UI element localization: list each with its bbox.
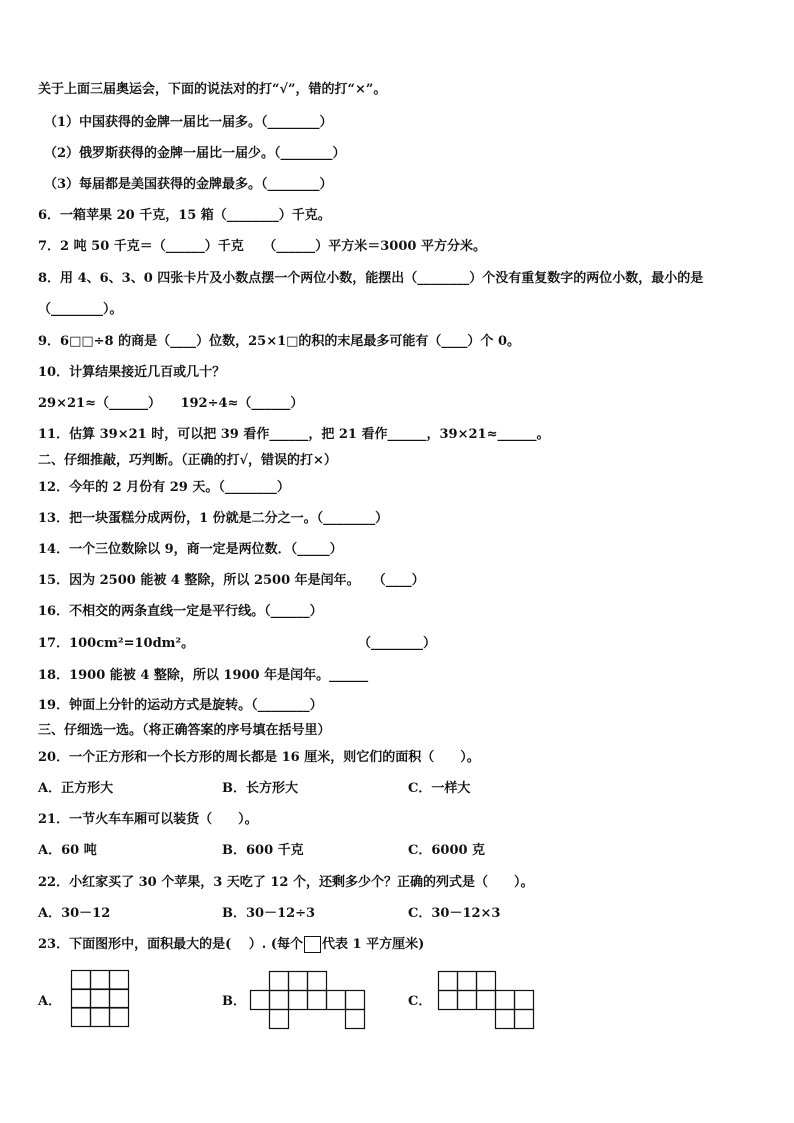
question-12: 12．今年的 2 月份有 29 天。（________）	[38, 480, 290, 495]
question-11: 11．估算 39×21 时，可以把 39 看作______，把 21 看作______，39×21≈______。	[38, 427, 550, 442]
intro-text: 关于上面三届奥运会，下面的说法对的打“√”，错的打“×”。	[38, 82, 387, 97]
question-15: 15．因为 2500 能被 4 整除，所以 2500 年是闰年。 （____）	[38, 573, 425, 588]
question-23	[38, 936, 424, 953]
question-20: 20．一个正方形和一个长方形的周长都是 16 厘米，则它们的面积（ ）。	[38, 750, 480, 765]
q20-option-c: C．一样大	[408, 781, 471, 796]
sub-item-2: （2）俄罗斯获得的金牌一届比一届少。（________）	[44, 146, 346, 161]
q23-label-b: B．	[222, 994, 246, 1009]
q23-stem-before: 23．下面图形中，面积最大的是( ）. (每个	[38, 937, 303, 952]
q22-option-c: C．30－12×3	[408, 906, 501, 921]
question-9: 9．6□□÷8 的商是（____）位数，25×1□的积的末尾最多可能有（____）个 0。	[38, 334, 521, 349]
question-19: 19．钟面上分针的运动方式是旋转。（________）	[38, 698, 323, 713]
question-21: 21．一节火车车厢可以装货（ ）。	[38, 812, 258, 827]
figure-b	[250, 971, 365, 1029]
question-14: 14．一个三位数除以 9，商一定是两位数．（_____）	[38, 542, 343, 557]
section-3-title: 三、仔细选一选。（将正确答案的序号填在括号里）	[38, 723, 331, 738]
q21-option-b: B．600 千克	[222, 843, 304, 858]
question-17-blank: （________）	[358, 636, 437, 651]
question-17: 17．100cm²=10dm²。	[38, 636, 195, 651]
sub-item-1: （1）中国获得的金牌一届比一届多。（________）	[44, 115, 333, 130]
question-8: 8．用 4、6、3、0 四张卡片及小数点摆一个两位小数，能摆出（________）个没有重复数字的两位小数，最小的是	[38, 271, 704, 286]
figure-a	[71, 970, 129, 1027]
q21-option-c: C．6000 克	[408, 843, 486, 858]
question-22: 22．小红家买了 30 个苹果，3 天吃了 12 个，还剩多少个？正确的列式是（ ）。	[38, 875, 534, 890]
q23-label-c: C．	[408, 994, 432, 1009]
q22-option-b: B．30－12÷3	[222, 906, 316, 921]
question-10: 10．计算结果接近几百或几十？	[38, 365, 226, 380]
q22-option-a: A．30－12	[38, 906, 111, 921]
figure-c	[438, 971, 534, 1029]
section-2-title: 二、仔细推敲，巧判断。（正确的打√，错误的打×）	[38, 453, 337, 468]
q21-option-a: A．60 吨	[38, 843, 97, 858]
q20-option-b: B．长方形大	[222, 781, 298, 796]
question-18: 18．1900 能被 4 整除，所以 1900 年是闰年。______	[38, 668, 369, 683]
unit-square-icon	[304, 936, 321, 953]
question-13: 13．把一块蛋糕分成两份，1 份就是二分之一。（________）	[38, 511, 389, 526]
question-7: 7．2 吨 50 千克＝（______）千克 （______）平方米＝3000 平方分米。	[38, 239, 486, 254]
question-6: 6．一箱苹果 20 千克，15 箱（________）千克。	[38, 208, 331, 223]
question-8-continued: （________）。	[38, 302, 123, 317]
q23-stem-after: 代表 1 平方厘米)	[321, 937, 425, 952]
q23-label-a: A．	[38, 994, 62, 1009]
question-10-items: 29×21≈（______） 192÷4≈（______）	[38, 396, 304, 411]
sub-item-3: （3）每届都是美国获得的金牌最多。（________）	[44, 177, 333, 192]
question-16: 16．不相交的两条直线一定是平行线。（______）	[38, 604, 323, 619]
q20-option-a: A．正方形大	[38, 781, 114, 796]
